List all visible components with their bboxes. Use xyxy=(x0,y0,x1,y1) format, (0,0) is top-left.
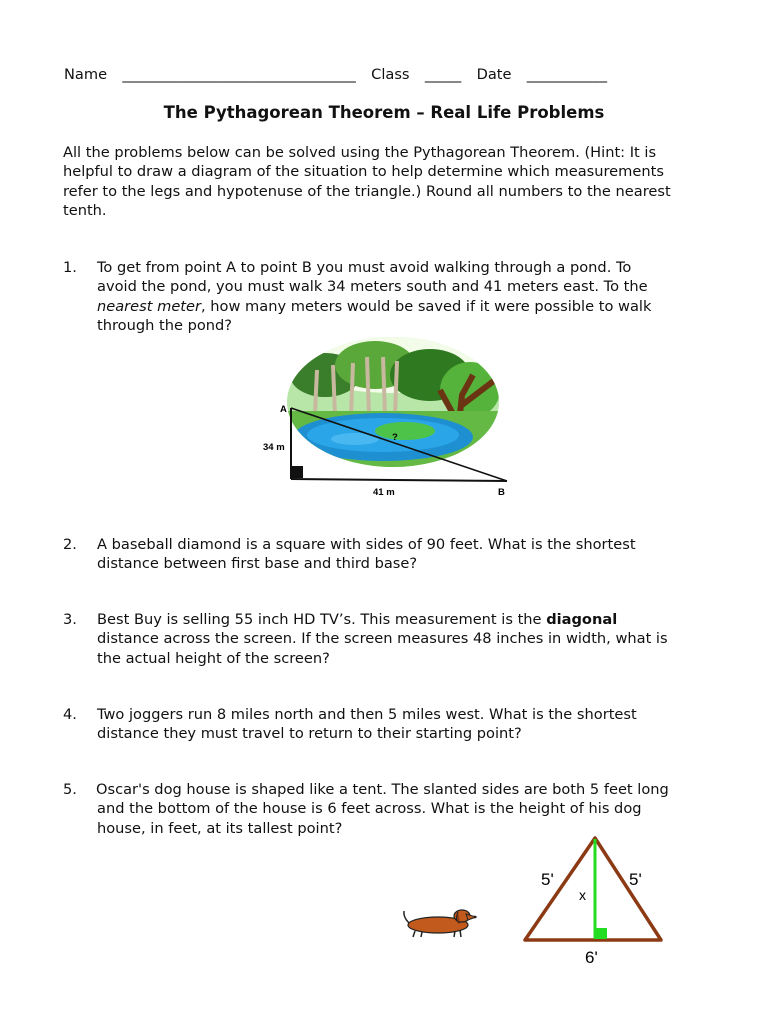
point-b-label: B xyxy=(498,487,505,498)
class-blank[interactable]: _____ xyxy=(424,66,462,83)
problem-line: distance between first base and third base? xyxy=(97,555,418,573)
unknown-distance-label: ? xyxy=(392,432,398,443)
emphasis-text: nearest meter xyxy=(97,297,202,315)
right-side-label: 5' xyxy=(629,870,642,889)
problem-line: Oscar's dog house is shaped like a tent. The slanted sides are both 5 feet long xyxy=(96,781,669,798)
problem-line: To get from point A to point B you must avoid walking through a pond. To xyxy=(97,259,632,276)
problem-3-text xyxy=(97,610,668,668)
point-a-label: A xyxy=(280,404,287,415)
problem-line-rest: , how many meters would be saved if it were possible to walk xyxy=(201,297,652,315)
dachshund-illustration xyxy=(400,905,480,941)
pond-scene-illustration xyxy=(285,335,505,481)
intro-line: tenth. xyxy=(63,202,107,220)
south-distance-label: 34 m xyxy=(263,442,285,453)
problem-line xyxy=(97,297,651,316)
page-title: The Pythagorean Theorem – Real Life Problems xyxy=(163,103,605,122)
problem-4-text xyxy=(97,705,637,744)
date-label: Date xyxy=(476,66,512,83)
problem-number: 4. xyxy=(63,706,77,723)
bold-term: diagonal xyxy=(546,611,618,628)
doghouse-diagram xyxy=(515,830,675,970)
problem-number: 5. xyxy=(63,781,77,798)
problem-line: avoid the pond, you must walk 34 meters south and 41 meters east. To the xyxy=(97,278,648,296)
height-unknown-label: x xyxy=(579,887,586,903)
problem-number: 3. xyxy=(63,611,77,628)
east-distance-label: 41 m xyxy=(373,487,395,498)
problem-line-start: Best Buy is selling 55 inch HD TV’s. This measurement is the xyxy=(97,611,547,628)
doghouse-triangle xyxy=(525,838,661,940)
problem-line: A baseball diamond is a square with sides of 90 feet. What is the shortest xyxy=(97,536,636,553)
problem-line: distance across the screen. If the screen measures 48 inches in width, what is xyxy=(97,630,668,648)
problem-1-text xyxy=(97,258,651,336)
problem-2-text xyxy=(97,535,636,574)
problem-line: through the pond? xyxy=(97,317,233,335)
problem-number: 2. xyxy=(63,536,77,553)
problem-line xyxy=(97,610,668,629)
date-blank[interactable]: ___________ xyxy=(526,66,608,83)
problem-line: and the bottom of the house is 6 feet across. What is the height of his dog xyxy=(97,800,642,818)
problem-number: 1. xyxy=(63,259,77,276)
problem-line: the actual height of the screen? xyxy=(97,649,330,667)
left-side-label: 5' xyxy=(541,870,554,889)
problem-line: distance they must travel to return to their starting point? xyxy=(97,725,522,743)
intro-line: refer to the legs and hypotenuse of the triangle.) Round all numbers to the nearest xyxy=(63,182,671,200)
problem-line: Two joggers run 8 miles north and then 5 miles west. What is the shortest xyxy=(97,706,637,723)
right-angle-marker xyxy=(292,466,303,478)
intro-line: All the problems below can be solved using the Pythagorean Theorem. (Hint: It is xyxy=(63,144,657,161)
name-label: Name xyxy=(64,66,108,83)
intro-line: helpful to draw a diagram of the situation to help determine which measurements xyxy=(63,163,664,181)
header-row xyxy=(64,65,607,84)
base-label: 6' xyxy=(585,948,598,967)
class-label: Class xyxy=(371,66,410,83)
name-blank[interactable]: ________________________________ xyxy=(122,66,356,83)
intro-paragraph xyxy=(63,143,671,221)
pond-diagram xyxy=(255,335,515,505)
problem-line: house, in feet, at its tallest point? xyxy=(97,819,343,837)
right-angle-marker xyxy=(596,928,607,939)
